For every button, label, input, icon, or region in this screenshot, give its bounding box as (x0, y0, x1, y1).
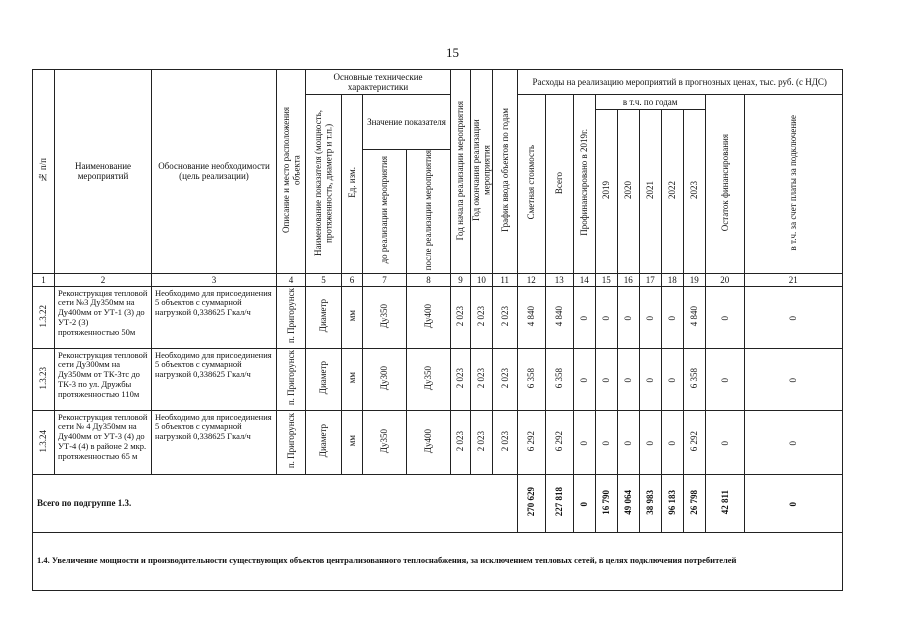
header-number: № п/п (33, 70, 55, 274)
table-row: 1.3.23 Реконструкция тепловой сети Ду300мм на Ду350мм от ТК-3тс до ТК-3 по ул. Дружбы протяженностью 110м Необходимо для присоединения 5 объектов с суммарной нагрузкой 0,338625 Гкал/ч п. Пригорунск Диаметр мм Ду300 Ду350 2 023 2 023 2 023 6 358 6 358 0 0 0 0 0 6 358 0 0 (33, 348, 843, 410)
header-financed: Профинансировано в 2019г. (573, 95, 595, 274)
page-number: 15 (446, 45, 459, 60)
header-years-group: в т.ч. по годам (595, 95, 705, 110)
total-label: Всего по подгруппе 1.3. (33, 474, 518, 532)
header-start-year: Год начала реализации мероприятия (451, 70, 471, 274)
header-value-group: Значение показателя (363, 95, 451, 150)
section-title: 1.4. Увеличение мощности и производительности существующих объектов централизованного теплоснабжения, за исключением тепловых сетей, в целях подключения потребителей (33, 532, 843, 590)
header-name: Наименование мероприятий (55, 70, 152, 274)
header-before: до реализации мероприятия (363, 150, 407, 274)
table-row: 1.3.24 Реконструкция тепловой сети № 4 Ду350мм на Ду400мм от УТ-3 (4) до УТ-4 (4) в районе 2 мкр. протяженностью 65 м Необходимо для присоединения 5 объектов с суммарной нагрузкой 0,338625 Гкал/ч п. Пригорунск Диаметр мм Ду350 Ду400 2 023 2 023 2 023 6 292 6 292 0 0 0 0 0 6 292 0 0 (33, 410, 843, 474)
header-schedule: График ввода объектов по годам (492, 70, 517, 274)
header-estimate: Сметная стоимость (517, 95, 545, 274)
header-2021: 2021 (639, 110, 661, 274)
header-2020: 2020 (617, 110, 639, 274)
column-numbers-row: 1 2 3 4 5 6 7 8 9 10 11 12 13 14 15 16 17 18 19 20 21 (33, 273, 843, 286)
header-tech-group: Основные технические характеристики (306, 70, 451, 95)
investment-table (32, 69, 843, 591)
header-end-year: Год окончания реализации мероприятия (471, 70, 493, 274)
header-unit: Ед. изм. (342, 95, 363, 274)
table-row: 1.3.22 Реконструкция тепловой сети №3 Ду350мм на Ду400мм от УТ-1 (3) до УТ-2 (3) протяженностью 50м Необходимо для присоединения 5 объектов с суммарной нагрузкой 0,338625 Гкал/ч п. Пригорунск Диаметр мм Ду350 Ду400 2 023 2 023 2 023 4 840 4 840 0 0 0 0 0 4 840 0 0 (33, 286, 843, 348)
section-row (33, 532, 843, 590)
header-justification: Обоснование необходимости (цель реализации) (152, 70, 277, 274)
header-cost-group: Расходы на реализацию мероприятий в прогнозных ценах, тыс. руб. (с НДС) (517, 70, 842, 95)
header-2019: 2019 (595, 110, 617, 274)
header-2023: 2023 (683, 110, 705, 274)
total-row: Всего по подгруппе 1.3. 270 629 227 818 0 16 790 49 064 38 983 96 183 26 798 42 811 0 (33, 474, 843, 532)
header-remaining: Остаток финансирования (705, 95, 744, 274)
header-param: Наименование показателя (мощность, протяженность, диаметр и т.п.) (306, 95, 342, 274)
header-after: после реализации мероприятия (407, 150, 451, 274)
header-2022: 2022 (661, 110, 683, 274)
header-connection: в т.ч. за счет платы за подключение (744, 95, 842, 274)
header-location: Описание и место расположения объекта (277, 70, 306, 274)
header-total: Всего (545, 95, 573, 274)
